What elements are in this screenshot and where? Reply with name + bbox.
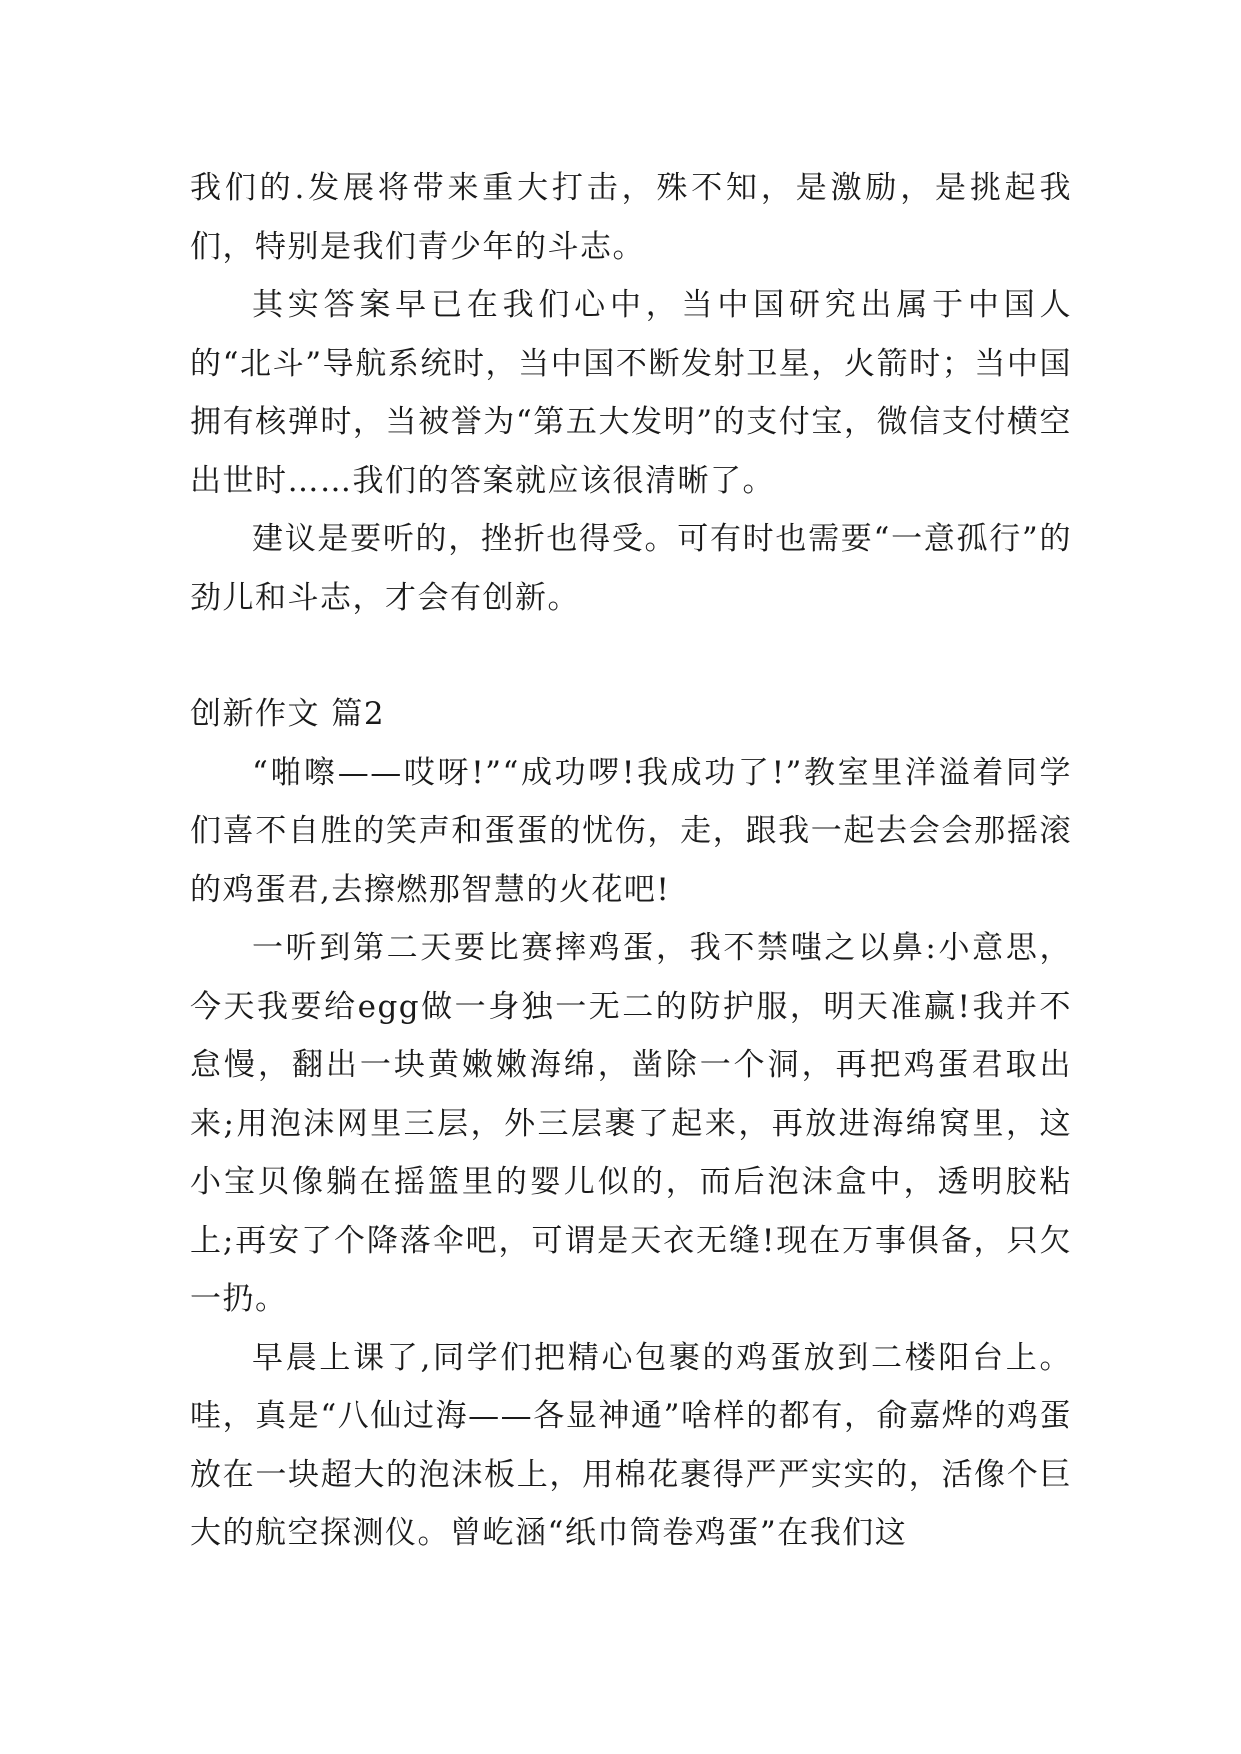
document-body: [190, 159, 1072, 1563]
paragraph-continued: 我们的.发展将带来重大打击，殊不知，是激励，是挑起我们，特别是我们青少年的斗志。: [190, 170, 1072, 265]
paragraph-preparation: 一听到第二天要比赛摔鸡蛋，我不禁嗤之以鼻:小意思，今天我要给egg做一身独一无二的防护服，明天准赢!我并不怠慢，翻出一块黄嫩嫩海绵，凿除一个洞，再把鸡蛋君取出来;用泡沫网里三层，外三层裹了起来，再放进海绵窝里，这小宝贝像躺在摇篮里的婴儿似的，而后泡沫盒中，透明胶粘上;再安了个降落伞吧，可谓是天衣无缝!现在万事俱备，只欠一扔。: [190, 930, 1072, 1317]
section-title: 创新作文 篇2: [190, 696, 386, 732]
paragraph-intro: “啪嚓——哎呀!”“成功啰!我成功了!”教室里洋溢着同学们喜不自胜的笑声和蛋蛋的忧伤，走，跟我一起去会会那摇滚的鸡蛋君,去擦燃那智慧的火花吧!: [190, 754, 1072, 908]
paragraph-morning: 早晨上课了,同学们把精心包裹的鸡蛋放到二楼阳台上。哇，真是“八仙过海——各显神通”啥样的都有，俞嘉烨的鸡蛋放在一块超大的泡沫板上，用棉花裹得严严实实的，活像个巨大的航空探测仪。曾屹涵“纸巾筒卷鸡蛋”在我们这: [190, 1339, 1072, 1551]
paragraph-answer: 其实答案早已在我们心中，当中国研究出属于中国人的“北斗”导航系统时，当中国不断发射卫星，火箭时；当中国拥有核弹时，当被誉为“第五大发明”的支付宝，微信支付横空出世时……我们的答案就应该很清晰了。: [190, 287, 1072, 499]
paragraph-advice: 建议是要听的，挫折也得受。可有时也需要“一意孤行”的劲儿和斗志，才会有创新。: [190, 521, 1072, 616]
